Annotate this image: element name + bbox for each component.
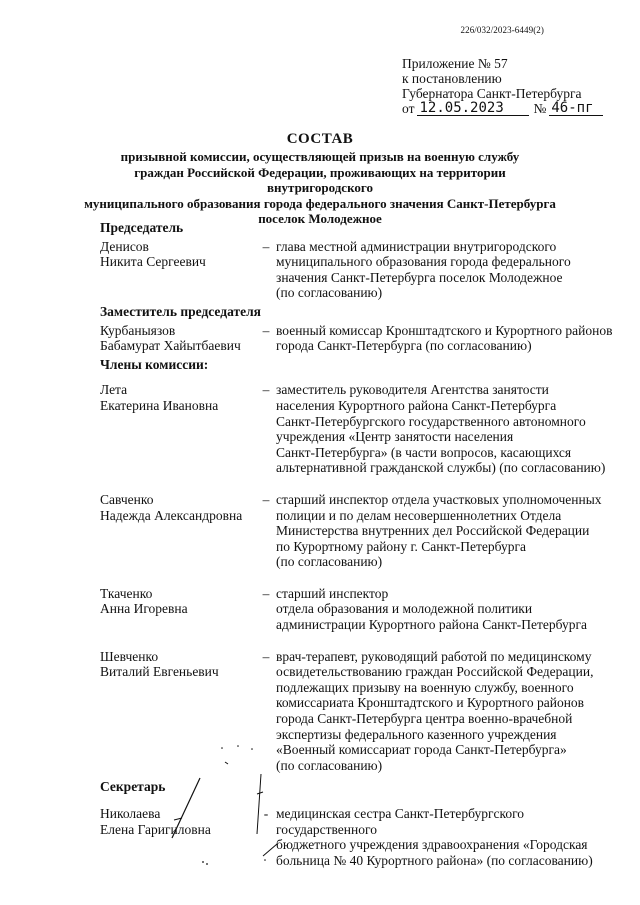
dash: – (262, 382, 270, 398)
appendix-governor: Губернатора Санкт-Петербурга (402, 86, 582, 101)
person-surname: Николаева (100, 806, 161, 821)
person-surname: Ткаченко (100, 585, 153, 601)
person-name (100, 323, 252, 354)
deputy-heading: Заместитель председателя (100, 303, 261, 319)
appendix-number: Приложение № 57 (402, 56, 508, 71)
position-line: значения Санкт-Петербурга поселок Молодежное (276, 269, 563, 285)
position-line: военный комиссар Кронштадтского и Курортного районов (276, 322, 613, 338)
document-title (80, 131, 560, 227)
position-line: «Военный комиссариат города Санкт-Петербурга» (276, 742, 567, 758)
dash: – (262, 585, 270, 601)
person-name (100, 586, 252, 633)
position-line: муниципального образования города федерального (276, 254, 571, 270)
position-line: отдела образования и молодежной политики (276, 601, 533, 617)
handwritten-dots (195, 840, 295, 870)
dash: – (262, 491, 270, 507)
position-line: старший инспектор отдела участковых уполномоченных (276, 491, 602, 507)
person-position (276, 649, 620, 774)
person-given-name: Никита Сергеевич (100, 254, 206, 270)
number-label: № (533, 101, 547, 116)
position-line: медицинская сестра Санкт-Петербургского государственного (276, 806, 525, 837)
position-line: Министерства внутренних дел Российской Федерации (276, 523, 590, 539)
title-line-3: муниципального образования города федерального значения Санкт-Петербурга (84, 195, 556, 211)
position-line: по Курортному району г. Санкт-Петербурга (276, 538, 527, 554)
person-name (100, 239, 252, 301)
person-surname: Лета (100, 382, 128, 398)
person-given-name: Елена Гаригиловна (100, 821, 211, 837)
handwritten-mark (255, 770, 275, 840)
members-heading: Члены комиссии: (100, 356, 209, 372)
resolution-date: 12.05.2023 (417, 101, 529, 116)
person-position (276, 382, 620, 476)
person-given-name: Бабамурат Хайытбаевич (100, 338, 241, 354)
title-line-4: поселок Молодежное (258, 211, 382, 227)
deputy-entry (100, 323, 620, 354)
person-surname: Денисов (100, 238, 149, 254)
chairman-heading: Председатель (100, 220, 184, 235)
person-given-name: Екатерина Ивановна (100, 397, 219, 413)
dash: – (262, 648, 270, 664)
person-position (276, 323, 620, 354)
person-position (276, 586, 620, 633)
position-line: бюджетного учреждения здравоохранения «Городская (276, 837, 588, 853)
dash: – (262, 238, 270, 254)
person-position (276, 492, 620, 570)
position-line: глава местной администрации внутригородского (276, 238, 557, 254)
document-registration-number: 226/032/2023-6449(2) (460, 25, 544, 35)
position-line: комиссариата Кронштадтского и Курортного районов (276, 695, 585, 711)
dash: – (262, 322, 270, 338)
person-name (100, 382, 252, 476)
appendix-header (402, 56, 612, 116)
appendix-date-number-line (402, 101, 612, 116)
member-entry (100, 586, 620, 633)
person-surname: Савченко (100, 491, 154, 507)
appendix-to-resolution: к постановлению (402, 71, 502, 86)
position-line: врач-терапевт, руководящий работой по медицинскому (276, 648, 592, 664)
position-line: Санкт-Петербургского государственного автономного (276, 413, 586, 429)
person-name (100, 492, 252, 570)
member-entry (100, 492, 620, 570)
person-given-name: Виталий Евгеньевич (100, 664, 219, 680)
handwritten-dots (218, 742, 258, 754)
position-line: города Санкт-Петербурга центра военно-врачебной (276, 711, 573, 727)
member-entry (100, 649, 620, 774)
position-line: (по согласованию) (276, 554, 383, 570)
person-surname: Курбаныязов (100, 322, 176, 338)
resolution-number: 46-пг (549, 101, 603, 116)
position-line: альтернативной гражданской службы) (по согласованию) (276, 460, 606, 476)
secretary-heading: Секретарь (100, 779, 166, 795)
person-position (276, 806, 620, 868)
person-surname: Шевченко (100, 648, 159, 664)
position-line: администрации Курортного района Санкт-Петербурга (276, 617, 588, 633)
person-position (276, 239, 620, 301)
position-line: старший инспектор (276, 585, 389, 601)
position-line: экспертизы федерального казенного учреждения (276, 726, 557, 742)
person-given-name: Анна Игоревна (100, 601, 188, 617)
person-given-name: Надежда Александровна (100, 507, 243, 523)
position-line: учреждения «Центр занятости населения (276, 429, 514, 445)
position-line: (по согласованию) (276, 757, 383, 773)
position-line: полиции и по делам несовершеннолетних Отдела (276, 507, 562, 523)
position-line: (по согласованию) (276, 285, 383, 301)
position-line: подлежащих призыву на военную службу, военного (276, 679, 574, 695)
title-main: СОСТАВ (286, 131, 354, 147)
dash: - (263, 806, 269, 821)
position-line: Санкт-Петербурга» (в части вопросов, касающихся (276, 444, 572, 460)
chairman-entry (100, 239, 620, 301)
position-line: города Санкт-Петербурга (по согласованию) (276, 338, 532, 354)
member-entry (100, 382, 620, 476)
position-line: заместитель руководителя Агентства занятости (276, 382, 549, 398)
title-line-1: призывной комиссии, осуществляющей призыв на военную службу (120, 149, 520, 164)
position-line: больница № 40 Курортного района» (по согласованию) (276, 852, 593, 868)
position-line: населения Курортного района Санкт-Петербурга (276, 397, 557, 413)
person-name (100, 649, 252, 774)
position-line: освидетельствованию граждан Российской Федерации, (276, 664, 594, 680)
title-line-2: граждан Российской Федерации, проживающих на территории внутригородского (134, 164, 506, 196)
from-label: от (402, 101, 415, 116)
